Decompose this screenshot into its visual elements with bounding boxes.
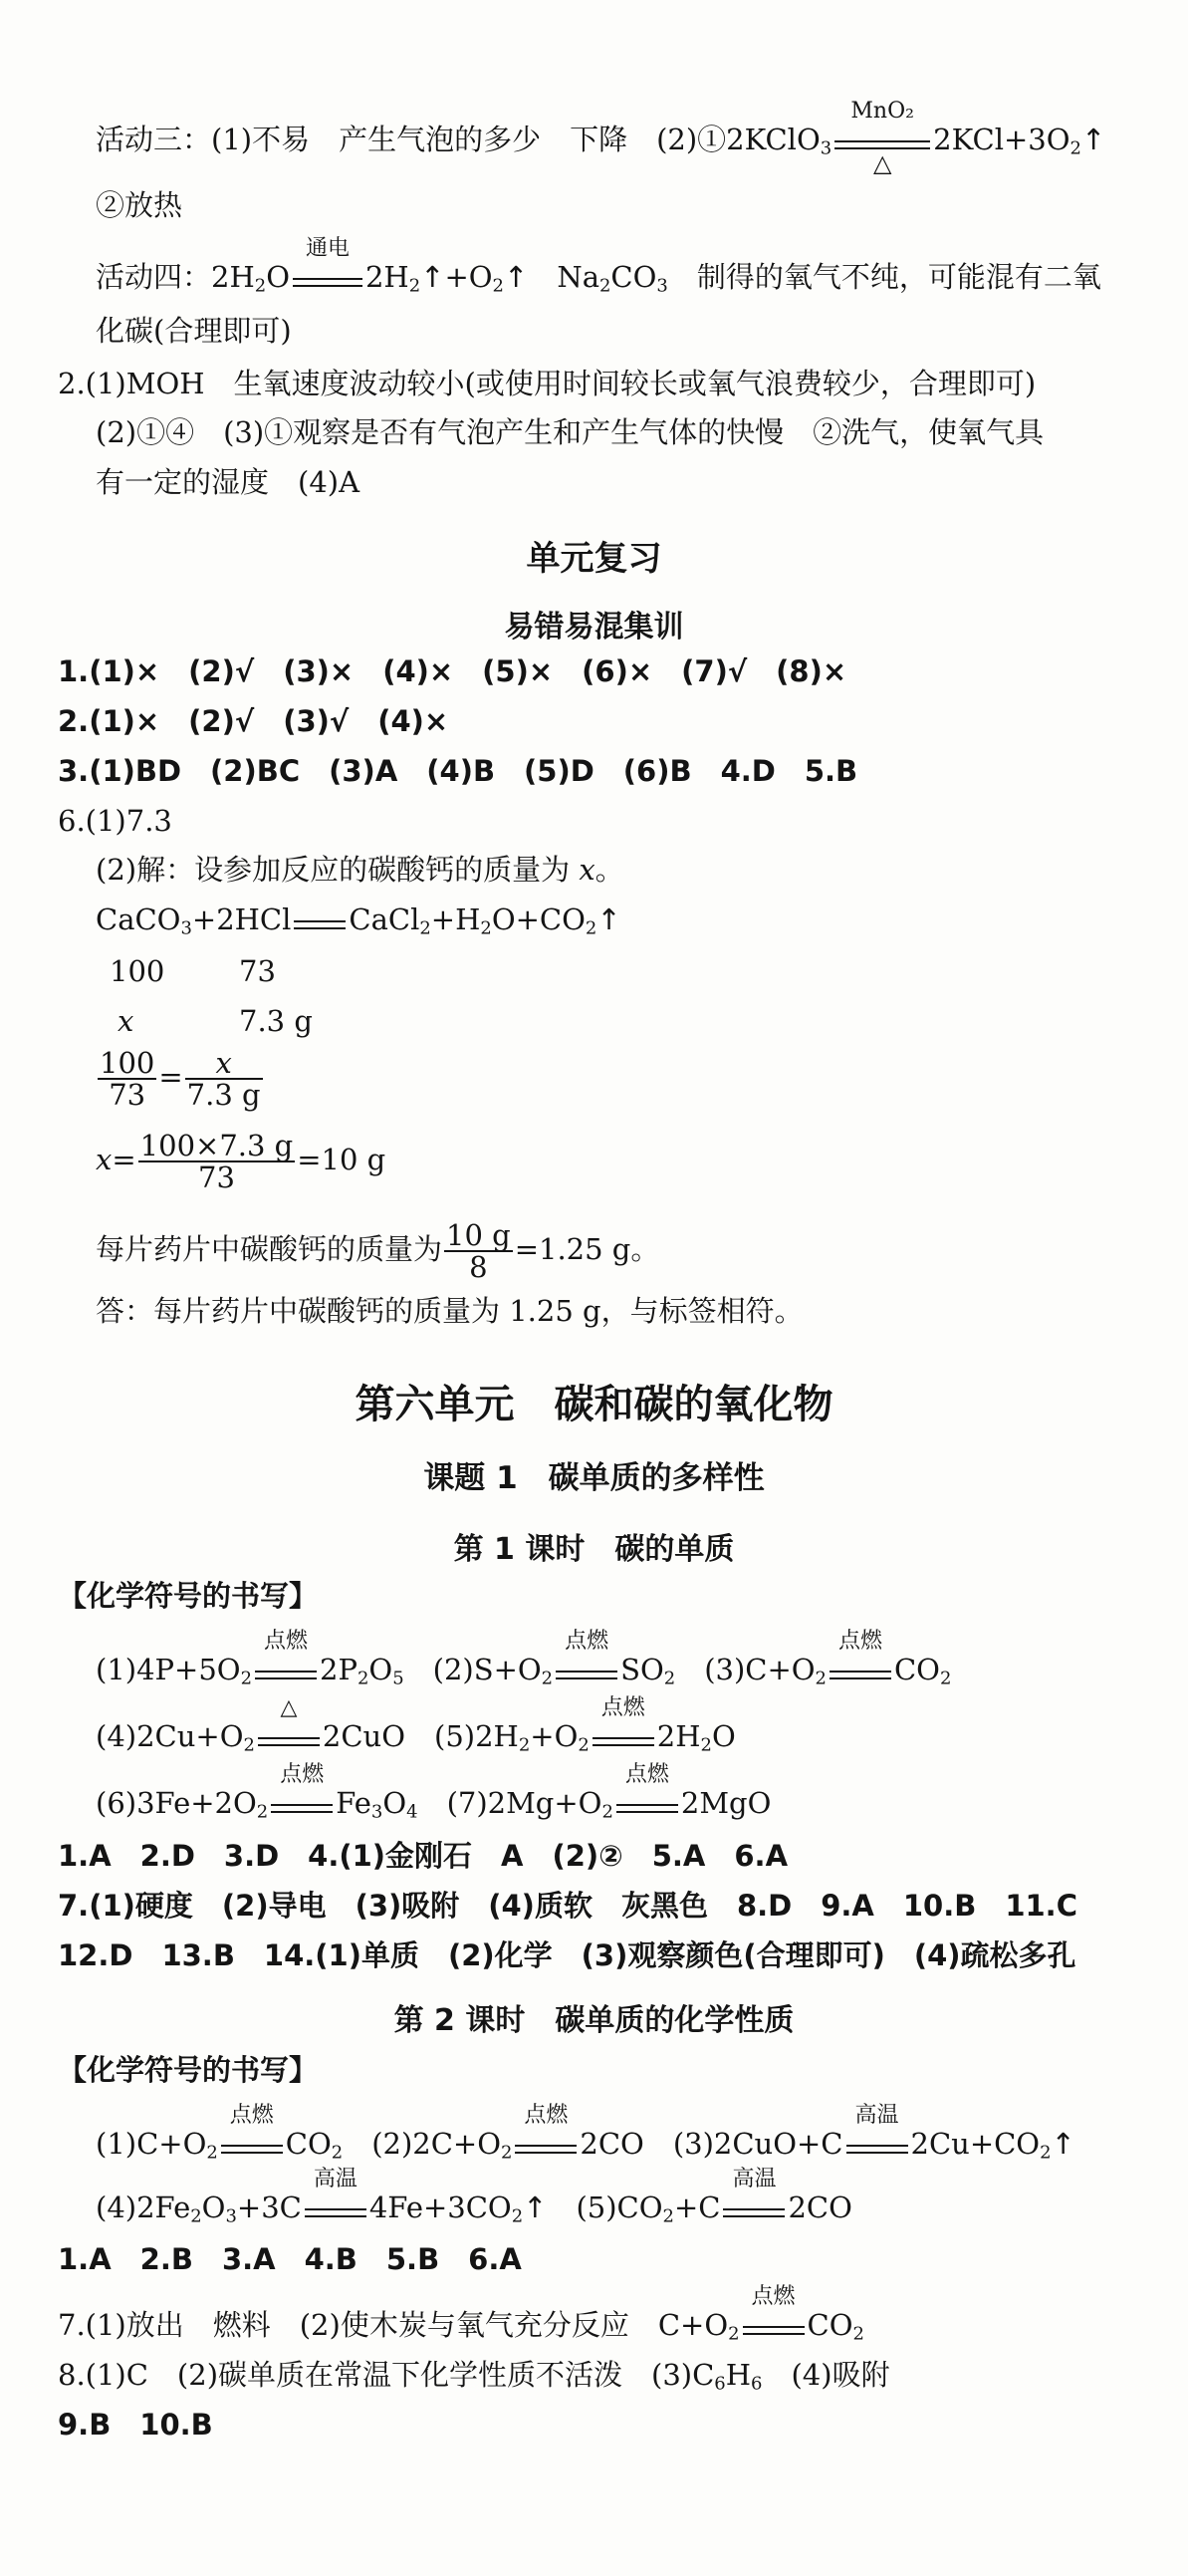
- reaction-condition-mno2: MnO₂ △: [832, 126, 933, 149]
- activity4-continued: 化碳(合理即可): [96, 314, 292, 348]
- section-subtitle: 易错易混集训: [504, 610, 684, 644]
- activity4-line: 活动四：$2H_2O$ 通电 $2H_2↑+O_2↑$ $Na_2CO_3$ 制得的氧气不纯，可能混有二氧: [96, 236, 1101, 297]
- section-title-unit-review: 单元复习: [526, 539, 662, 579]
- heat-release-line: ②放热: [96, 188, 183, 222]
- reactions-line-2: $(4)2Cu+O_2$ △ 2CuO $(5)2H_2+O_2$ 点燃 $2H_2O$: [96, 1695, 736, 1756]
- molar-mass-hcl: 73: [239, 954, 276, 988]
- answer-line-3: 3.(1)BD (2)BC (3)A (4)B (5)D (6)B 4.D 5.B: [58, 754, 858, 788]
- hcl-mass: 7.3 g: [239, 1004, 313, 1038]
- period2-title: 第 2 课时 碳单质的化学性质: [393, 2003, 795, 2038]
- answer-line-6: 6.(1)7.3: [58, 804, 172, 838]
- symbol-writing-heading: 【化学符号的书写】: [58, 1579, 319, 1613]
- solution-equation: CaCO$_3$+2HCl $CaCl_2+H_2O+CO_2↑$: [96, 902, 621, 939]
- answer-line-1: 1.(1)× (2)√ (3)× (4)× (5)× (6)× (7)√ (8)×: [58, 654, 847, 688]
- final-answer: 答：每片药片中碳酸钙的质量为 1.25 g，与标签相符。: [96, 1294, 804, 1328]
- solution-setup: (2)解：设参加反应的碳酸钙的质量为 x。: [96, 853, 624, 887]
- reaction-condition-electrolysis: 通电: [290, 263, 365, 287]
- question2-line1: 2.(1)MOH 生氧速度波动较小(或使用时间较长或氧气浪费较少，合理即可): [58, 367, 1037, 400]
- per-tablet-mass: 每片药片中碳酸钙的质量为 $\frac{10 g}{8}$ =1.25 g。: [96, 1218, 660, 1284]
- unit-title: 第六单元 碳和碳的氧化物: [355, 1382, 833, 1427]
- period1-answers-3: 12.D 13.B 14.(1)单质 (2)化学 (3)观察颜色(合理即可) (4)疏松多孔: [58, 1938, 1076, 1972]
- variable-x: x: [118, 1004, 134, 1038]
- question2-line3: 有一定的湿度 (4)A: [96, 465, 360, 499]
- activity3-line: 活动三：(1)不易 产生气泡的多少 下降 (2)①2KClO$_3$ MnO₂ △ $2KCl+3O_2↑$: [96, 99, 1106, 177]
- symbol-writing-heading-2: 【化学符号的书写】: [58, 2053, 319, 2087]
- solve-x: x= $\frac{100\times 7.3 g}{73}$ =10 g: [96, 1129, 386, 1194]
- reactions-line-1: $(1)4P+5O_2$ 点燃 $2P_2O_5$ $(2)S+O_2$ 点燃 $SO_2$ $(3)C+O_2$ 点燃 $CO_2$: [96, 1629, 952, 1689]
- period2-answers-3: 8.(1)C (2)碳单质在常温下化学性质不活泼 $(3)C_6H_6$ (4)吸附: [58, 2358, 890, 2395]
- period2-answers-4: 9.B 10.B: [58, 2408, 213, 2442]
- period1-answers-2: 7.(1)硬度 (2)导电 (3)吸附 (4)质软 灰黑色 8.D 9.A 10.B 11.C: [58, 1889, 1077, 1923]
- question2-line2: (2)①④ (3)①观察是否有气泡产生和产生气体的快慢 ②洗气，使氧气具: [96, 415, 1045, 449]
- period2-answers-2: 7.(1)放出 燃料 (2)使木炭与氧气充分反应 $C+O_2$ 点燃 $CO_2$: [58, 2284, 864, 2345]
- reactions-line-5: $(4)2Fe_2O_3+3C$ 高温 $4Fe+3CO_2↑$ $(5)CO_2+C$ 高温 2CO: [96, 2167, 852, 2227]
- proportion: $\frac{100}{73}$ = $\frac{x}{7.3 g}$: [100, 1046, 261, 1112]
- answer-line-2: 2.(1)× (2)√ (3)√ (4)×: [58, 704, 449, 738]
- period2-answers-1: 1.A 2.B 3.A 4.B 5.B 6.A: [58, 2242, 522, 2276]
- molar-mass-caco3: 100: [110, 954, 165, 988]
- period1-title: 第 1 课时 碳的单质: [453, 1532, 735, 1567]
- reactions-line-4: $(1)C+O_2$ 点燃 $CO_2$ $(2)2C+O_2$ 点燃 2CO (3)2CuO+C 高温 $2Cu+CO_2↑$: [96, 2103, 1075, 2164]
- period1-answers-1: 1.A 2.D 3.D 4.(1)金刚石 A (2)② 5.A 6.A: [58, 1839, 789, 1873]
- equation-equals: [291, 905, 349, 929]
- lesson-title: 课题 1 碳单质的多样性: [423, 1460, 765, 1496]
- reactions-line-3: $(6)3Fe+2O_2$ 点燃 $Fe_3O_4$ $(7)2Mg+O_2$ 点燃 2MgO: [96, 1762, 772, 1823]
